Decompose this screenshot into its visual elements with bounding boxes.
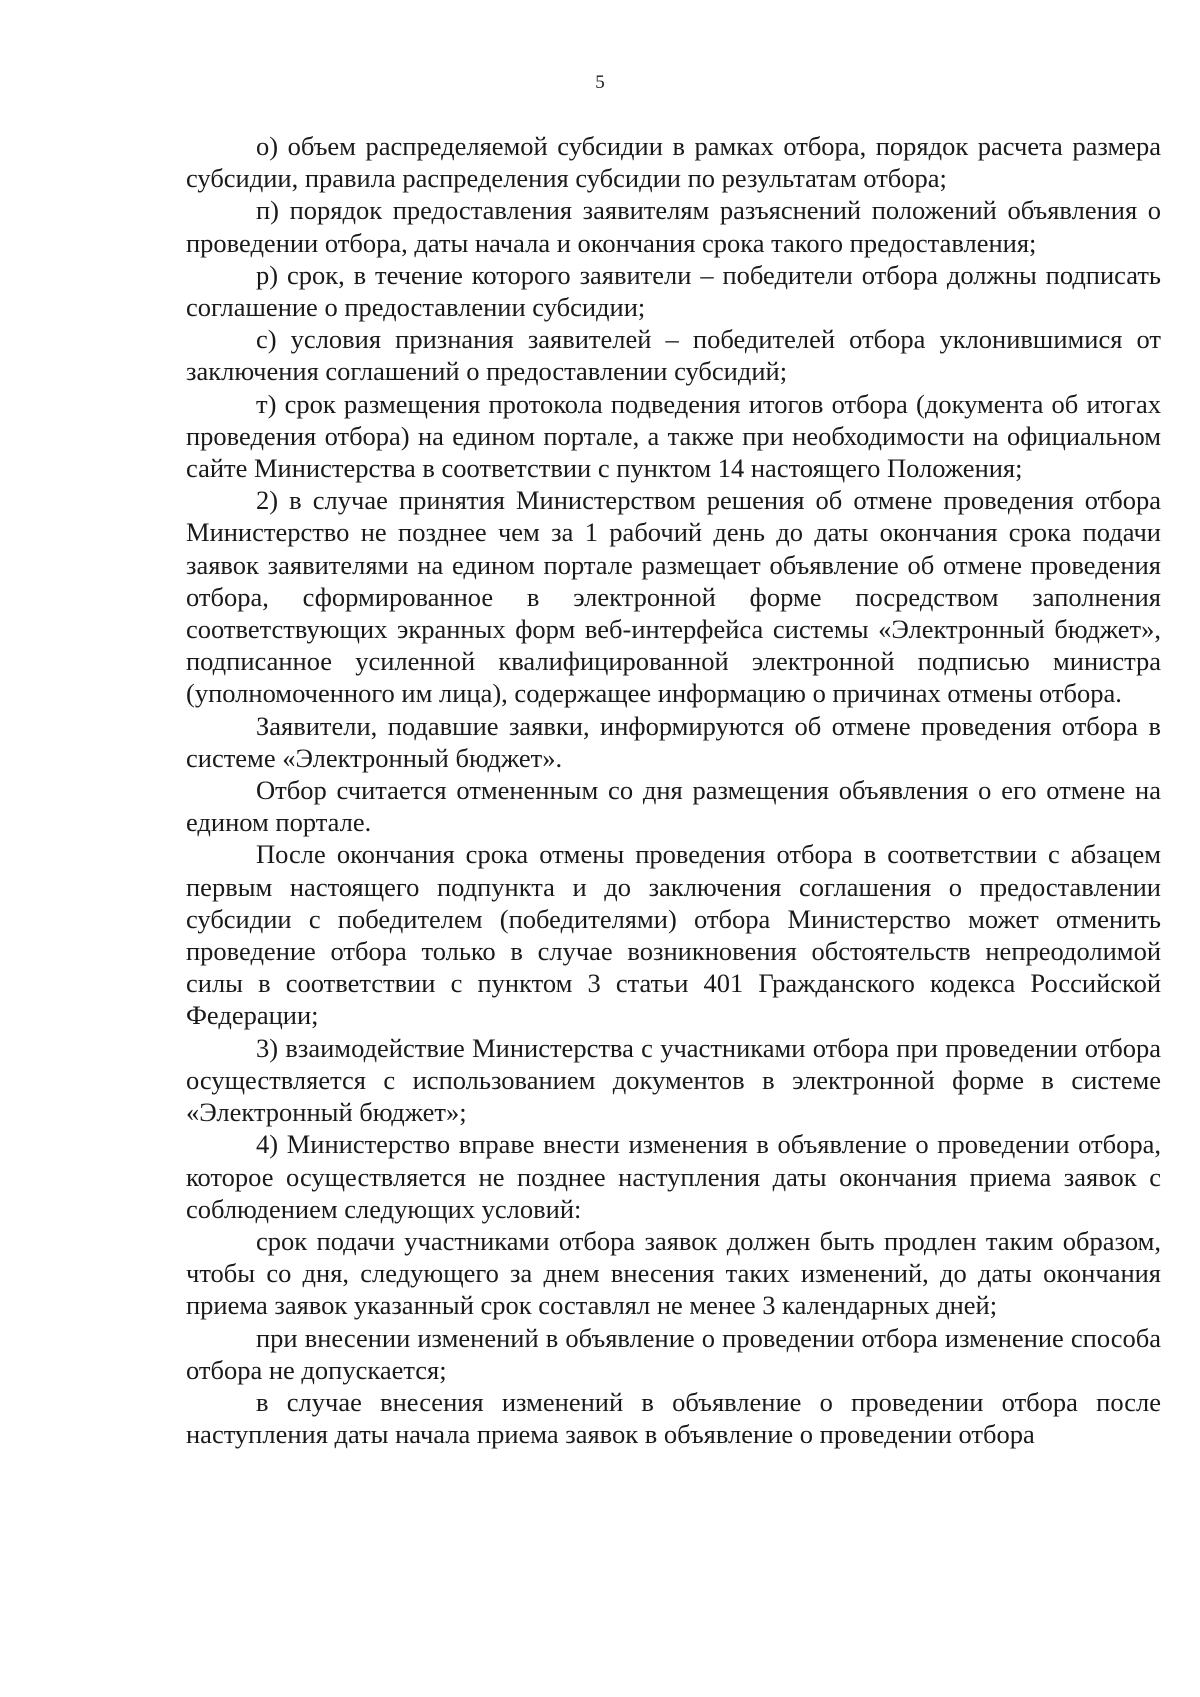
paragraph-2: 2) в случае принятия Министерством решения об отмене проведения отбора Министерство не позднее чем за 1 рабочий день до даты окончания срока подачи заявок заявителями на едином портале размещает объявление об отмене проведения отбора, сформированное в электронной форме посредством заполнения соответствующих экранных форм веб-интерфейса системы «Электронный бюджет», подписанное усиленной квалифицированной электронной подписью министра (уполномоченного им лица), содержащее информацию о причинах отмены отбора. [186, 485, 1161, 709]
paragraph-condition-method: при внесении изменений в объявление о проведении отбора изменение способа отбора не допускается; [186, 1322, 1161, 1385]
paragraph-o: о) объем распределяемой субсидии в рамках отбора, порядок расчета размера субсидии, правила распределения субсидии по результатам отбора; [186, 131, 1161, 194]
paragraph-s: с) условия признания заявителей – победителей отбора уклонившимися от заключения соглашений о предоставлении субсидий; [186, 324, 1161, 387]
paragraph-p: п) порядок предоставления заявителям разъяснений положений объявления о проведении отбора, даты начала и окончания срока такого предоставления; [186, 195, 1161, 258]
paragraph-r: р) срок, в течение которого заявители – победители отбора должны подписать соглашение о предоставлении субсидии; [186, 259, 1161, 323]
paragraph-condition-deadline: срок подачи участниками отбора заявок должен быть продлен таким образом, чтобы со дня, следующего за днем внесения таких изменений, до даты окончания приема заявок указанный срок составлял не менее 3 календарных дней; [186, 1225, 1161, 1321]
paragraph-selection-cancelled: Отбор считается отмененным со дня размещения объявления о его отмене на едином портале. [186, 775, 1161, 838]
paragraph-condition-after-start: в случае внесения изменений в объявление о проведении отбора после наступления даты начала приема заявок в объявление о проведении отбора [186, 1386, 1161, 1450]
page-number: 5 [595, 72, 605, 93]
paragraph-4: 4) Министерство вправе внести изменения в объявление о проведении отбора, которое осуществляется не позднее наступления даты окончания приема заявок с соблюдением следующих условий: [186, 1129, 1161, 1224]
document-body [186, 130, 1161, 1450]
paragraph-3: 3) взаимодействие Министерства с участниками отбора при проведении отбора осуществляется с использованием документов в электронной форме в системе «Электронный бюджет»; [186, 1032, 1161, 1128]
paragraph-applicants-informed: Заявители, подавшие заявки, информируются об отмене проведения отбора в системе «Электронный бюджет». [186, 710, 1161, 773]
paragraph-t: т) срок размещения протокола подведения итогов отбора (документа об итогах проведения отбора) на едином портале, а также при необходимости на официальном сайте Министерства в соответствии с пунктом 14 настоящего Положения; [186, 388, 1161, 484]
paragraph-after-cancel-deadline: После окончания срока отмены проведения отбора в соответствии с абзацем первым настоящего подпункта и до заключения соглашения о предоставлении субсидии с победителем (победителями) отбора Министерство может отменить проведение отбора только в случае возникновения обстоятельств непреодолимой силы в соответствии с пунктом 3 статьи 401 Гражданского кодекса Российской Федерации; [186, 839, 1161, 1031]
